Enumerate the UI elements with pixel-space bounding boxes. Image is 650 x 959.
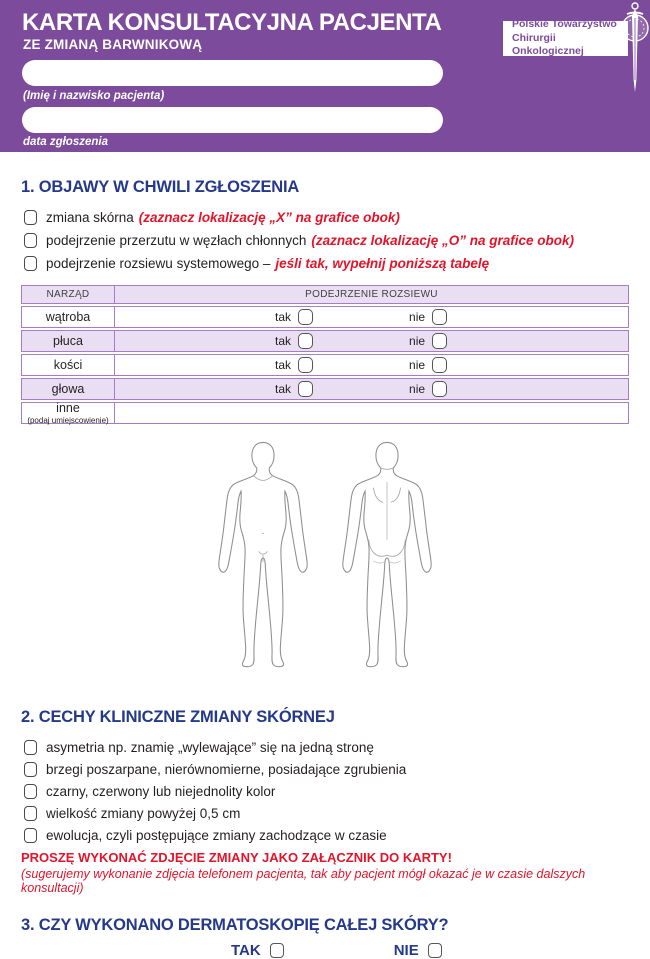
symptom-note: jeśli tak, wypełnij poniższą tabelę [275,256,490,271]
symptom-item-lymph-nodes [21,229,629,252]
yes-label: tak [275,358,292,372]
feature-label: ewolucja, czyli postępujące zmiany zachodzące w czasie [46,827,387,843]
no-label: nie [409,382,426,396]
dermatoscopy-answer-row [21,942,629,959]
feature-item-evolution [21,824,629,846]
symptom-label: podejrzenie przerzutu w węzłach chłonnych [46,233,307,248]
spread-column-header: PODEJRZENIE ROZSIEWU [115,286,628,303]
no-label: nie [409,310,426,324]
page-title: KARTA KONSULTACYJNA PACJENTA [22,9,442,36]
org-name-line1: Polskie Towarzystwo [512,18,617,31]
clinical-features-checklist [21,736,629,846]
table-row-head [21,378,629,400]
body-diagrams [21,437,629,693]
feature-label: wielkość zmiany powyżej 0,5 cm [46,805,241,821]
liver-no-checkbox[interactable] [432,309,447,325]
evolution-checkbox[interactable] [24,828,37,843]
nie-label: NIE [393,942,419,959]
table-row-lungs [21,330,629,352]
body-front-figure[interactable] [210,437,316,683]
organ-name: wątroba [22,307,115,327]
report-date-label: data zgłoszenia [23,136,108,148]
color-checkbox[interactable] [24,784,37,799]
symptom-item-systemic-spread [21,252,629,275]
dermatoscopy-yes-checkbox[interactable] [270,943,284,958]
borders-checkbox[interactable] [24,762,37,777]
section-3-title: 3. CZY WYKONANO DERMATOSKOPIĘ CAŁEJ SKÓRY? [21,916,449,934]
liver-yes-checkbox[interactable] [298,309,313,325]
bones-no-checkbox[interactable] [432,357,447,373]
organ-name: inne [56,401,80,415]
feature-item-size [21,802,629,824]
tak-label: TAK [231,942,261,959]
page-subtitle: ZE ZMIANĄ BARWNIKOWĄ [23,37,203,52]
table-row-liver [21,306,629,328]
body-back-figure[interactable] [334,437,440,683]
lungs-yes-checkbox[interactable] [298,333,313,349]
patient-name-label: (Imię i nazwisko pacjenta) [23,90,165,102]
organ-name: kości [22,355,115,375]
table-row-other [21,402,629,424]
section-2-title: 2. CECHY KLINICZNE ZMIANY SKÓRNEJ [21,708,335,726]
size-checkbox[interactable] [24,806,37,821]
yes-label: tak [275,334,292,348]
header-banner [0,0,650,152]
photo-warning-note: (sugerujemy wykonanie zdjęcia telefonem pacjenta, tak aby pacjent mógł okazać je w czasie dalszych konsultacji) [21,867,586,895]
patient-name-field[interactable] [22,60,443,86]
asymmetry-checkbox[interactable] [24,740,37,755]
no-label: nie [409,334,426,348]
skin-lesion-checkbox[interactable] [24,210,37,225]
feature-item-asymmetry [21,736,629,758]
organ-table [21,285,629,424]
lungs-no-checkbox[interactable] [432,333,447,349]
feature-label: asymetria np. znamię „wylewające” się na jedną stronę [46,739,374,755]
other-organ-field[interactable] [115,403,628,423]
org-name-line2: Chirurgii Onkologicznej [512,31,584,58]
lymph-nodes-checkbox[interactable] [24,233,37,248]
feature-label: brzegi poszarpane, nierównomierne, posiadające zgrubienia [46,761,407,777]
organ-name: głowa [22,379,115,399]
head-no-checkbox[interactable] [432,381,447,397]
table-header-row [21,285,629,304]
bones-yes-checkbox[interactable] [298,357,313,373]
yes-label: tak [275,310,292,324]
symptom-label: podejrzenie rozsiewu systemowego – [46,256,271,271]
feature-item-color [21,780,629,802]
sword-emblem-icon [606,0,650,115]
symptom-note: (zaznacz lokalizację „O” na grafice obok) [311,233,574,248]
head-yes-checkbox[interactable] [298,381,313,397]
report-date-field[interactable] [22,107,443,133]
no-label: nie [409,358,426,372]
systemic-spread-checkbox[interactable] [24,256,37,271]
yes-label: tak [275,382,292,396]
organ-column-header: NARZĄD [22,286,115,303]
photo-warning: PROSZĘ WYKONAĆ ZDJĘCIE ZMIANY JAKO ZAŁĄCZNIK DO KARTY! [21,850,452,865]
organ-sub-label: (podaj umiejscowienie) [27,416,109,425]
symptom-label: zmiana skórna [46,210,134,225]
feature-label: czarny, czerwony lub niejednolity kolor [46,783,276,799]
dermatoscopy-no-checkbox[interactable] [428,943,442,958]
symptom-item-skin-lesion [21,206,629,229]
table-row-bones [21,354,629,376]
symptom-note: (zaznacz lokalizację „X” na grafice obok) [138,210,400,225]
organ-name: płuca [22,331,115,351]
symptoms-checklist [21,206,629,275]
section-1-title: 1. OBJAWY W CHWILI ZGŁOSZENIA [21,178,300,196]
feature-item-borders [21,758,629,780]
